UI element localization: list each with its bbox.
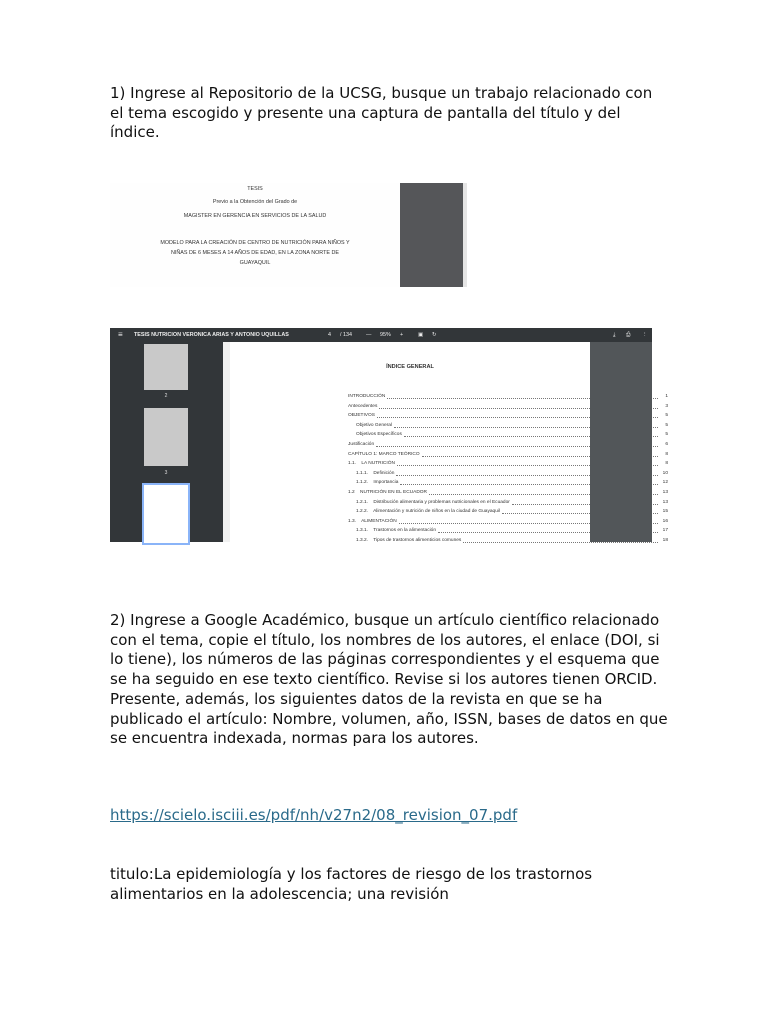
thumbnail-sidebar [110, 342, 223, 542]
toc-entry-page: 13 [662, 499, 668, 505]
article-link[interactable]: https://scielo.isciii.es/pdf/nh/v27n2/08_revision_07.pdf [110, 806, 518, 824]
toc-entry-page: 15 [662, 509, 668, 515]
viewer-background [590, 342, 652, 542]
index-title: ÍNDICE GENERAL [386, 364, 434, 370]
thumbnail-label: 3 [164, 470, 168, 476]
document-title: TESIS NUTRICION VERONICA ARIAS Y ANTONIO UQUILLAS [134, 332, 289, 338]
toc-entry-page: 12 [662, 480, 668, 486]
toc-entry-page: 18 [662, 538, 668, 543]
zoom-in-button[interactable]: + [400, 332, 404, 338]
toc-entry-page: 1 [665, 394, 668, 399]
toc-entry-page: 10 [662, 470, 668, 476]
toc-entry-label: 1.1.1. Definición [356, 470, 395, 476]
article-title: titulo:La epidemiología y los factores de riesgo de los trastornos alimentarios en la adolescencia; una revisión [110, 865, 593, 903]
toc-entry-label: 1.1. LA NUTRICIÓN [348, 461, 395, 467]
toc-entry-label: CAPÍTULO 1: MARCO TEÓRICO [348, 451, 420, 457]
toc-entry-label: 1.3.2. Tipos de trastornos alimenticios comunes [356, 538, 462, 543]
more-options-icon[interactable]: ⋮ [642, 332, 648, 338]
page-thumbnail-selected[interactable] [144, 485, 188, 543]
toc-entry-label: 1.3. ALIMENTACIÓN [348, 518, 397, 524]
fit-page-icon[interactable]: ▣ [418, 332, 424, 338]
zoom-level[interactable]: 95% [380, 332, 391, 338]
page-thumbnail[interactable] [144, 344, 188, 390]
question-1: 1) Ingrese al Repositorio de la UCSG, busque un trabajo relacionado con el tema escogido y presente una captura de pantalla del título y del índice. [110, 84, 653, 142]
thumbnail-scrollbar[interactable] [223, 342, 230, 542]
thesis-label: TESIS [247, 186, 263, 192]
toc-entry-label: Justificación [348, 442, 375, 447]
toc-entry-page: 3 [665, 403, 668, 409]
thesis-title-screenshot [110, 183, 467, 287]
toc-entry-label: INTRODUCCIÓN [348, 394, 386, 399]
page-total: / 134 [340, 332, 352, 338]
pdf-toolbar [110, 328, 652, 342]
page-number-input[interactable]: 4 [328, 332, 331, 338]
zoom-out-button[interactable]: — [366, 332, 372, 338]
thesis-title-line-3: GUAYAQUIL [239, 260, 271, 266]
toc-entry-page: 5 [665, 432, 668, 438]
viewer-background [400, 183, 467, 287]
toc-entry-page: 13 [662, 490, 668, 495]
toc-entry-label: 1.1.2. Importancia [356, 480, 399, 486]
thesis-degree-name: MAGISTER EN GERENCIA EN SERVICIOS DE LA SALUD [183, 213, 327, 219]
toc-entry-label: 1.2.2. Alimentación y nutrición de niños en la ciudad de Guayaquil [356, 509, 500, 515]
question-2: 2) Ingrese a Google Académico, busque un artículo científico relacionado con el tema, copie el título, los nombres de los autores, el enlace (DOI, si lo tiene), los números de las páginas correspondientes y el esquema que se ha seguido en ese texto científico. Revise si los autores tienen ORCID. Presente, además, los siguientes datos de la revista en que se ha publicado el artículo: Nombre, volumen, año, ISSN, bases de datos en que se encuentra indexada, normas para los autores. [110, 611, 668, 748]
print-icon[interactable]: ⎙ [626, 332, 631, 338]
thesis-title-line-2: NIÑAS DE 6 MESES A 14 AÑOS DE EDAD, EN LA ZONA NORTE DE [171, 250, 339, 256]
toc-entry-page: 6 [665, 442, 668, 447]
toc-entry-label: Objetivos Específicos [356, 432, 402, 438]
toc-entry-page: 16 [662, 518, 668, 524]
pdf-viewer-screenshot [110, 328, 668, 543]
menu-icon[interactable]: ≡ [118, 330, 123, 339]
toc-entry-page: 17 [662, 528, 668, 534]
thumbnail-label: 2 [164, 393, 168, 399]
toc-entry-page: 8 [665, 461, 668, 467]
scrollbar[interactable] [463, 183, 467, 287]
toc-entry-page: 5 [665, 413, 668, 419]
toc-entry-label: 1.2.1. Distribución alimentaria y problemas nutricionales en el Ecuador [356, 499, 510, 505]
thesis-title-page [110, 183, 400, 287]
download-icon[interactable]: ⤓ [613, 332, 616, 338]
toc-entry-label: Objetivo General [356, 422, 392, 428]
toc-entry-page: 8 [665, 451, 668, 457]
rotate-icon[interactable]: ↻ [432, 332, 437, 338]
toc-entry-label: 1.3.1. Trastornos en la alimentación [356, 528, 436, 534]
pdf-page [230, 342, 668, 543]
toc-entry-label: Antecedentes [348, 403, 378, 409]
page-thumbnail[interactable] [144, 408, 188, 466]
thesis-title-line-1: MODELO PARA LA CREACIÓN DE CENTRO DE NUTRICIÓN PARA NIÑOS Y [160, 240, 350, 246]
toc-entry-label: OBJETIVOS [348, 413, 375, 419]
toc-entry-page: 5 [665, 422, 668, 428]
thesis-degree-line: Previo a la Obtención del Grado de [212, 199, 298, 205]
toc-entry-label: 1.2 NUTRICIÓN EN EL ECUADOR [348, 490, 427, 495]
